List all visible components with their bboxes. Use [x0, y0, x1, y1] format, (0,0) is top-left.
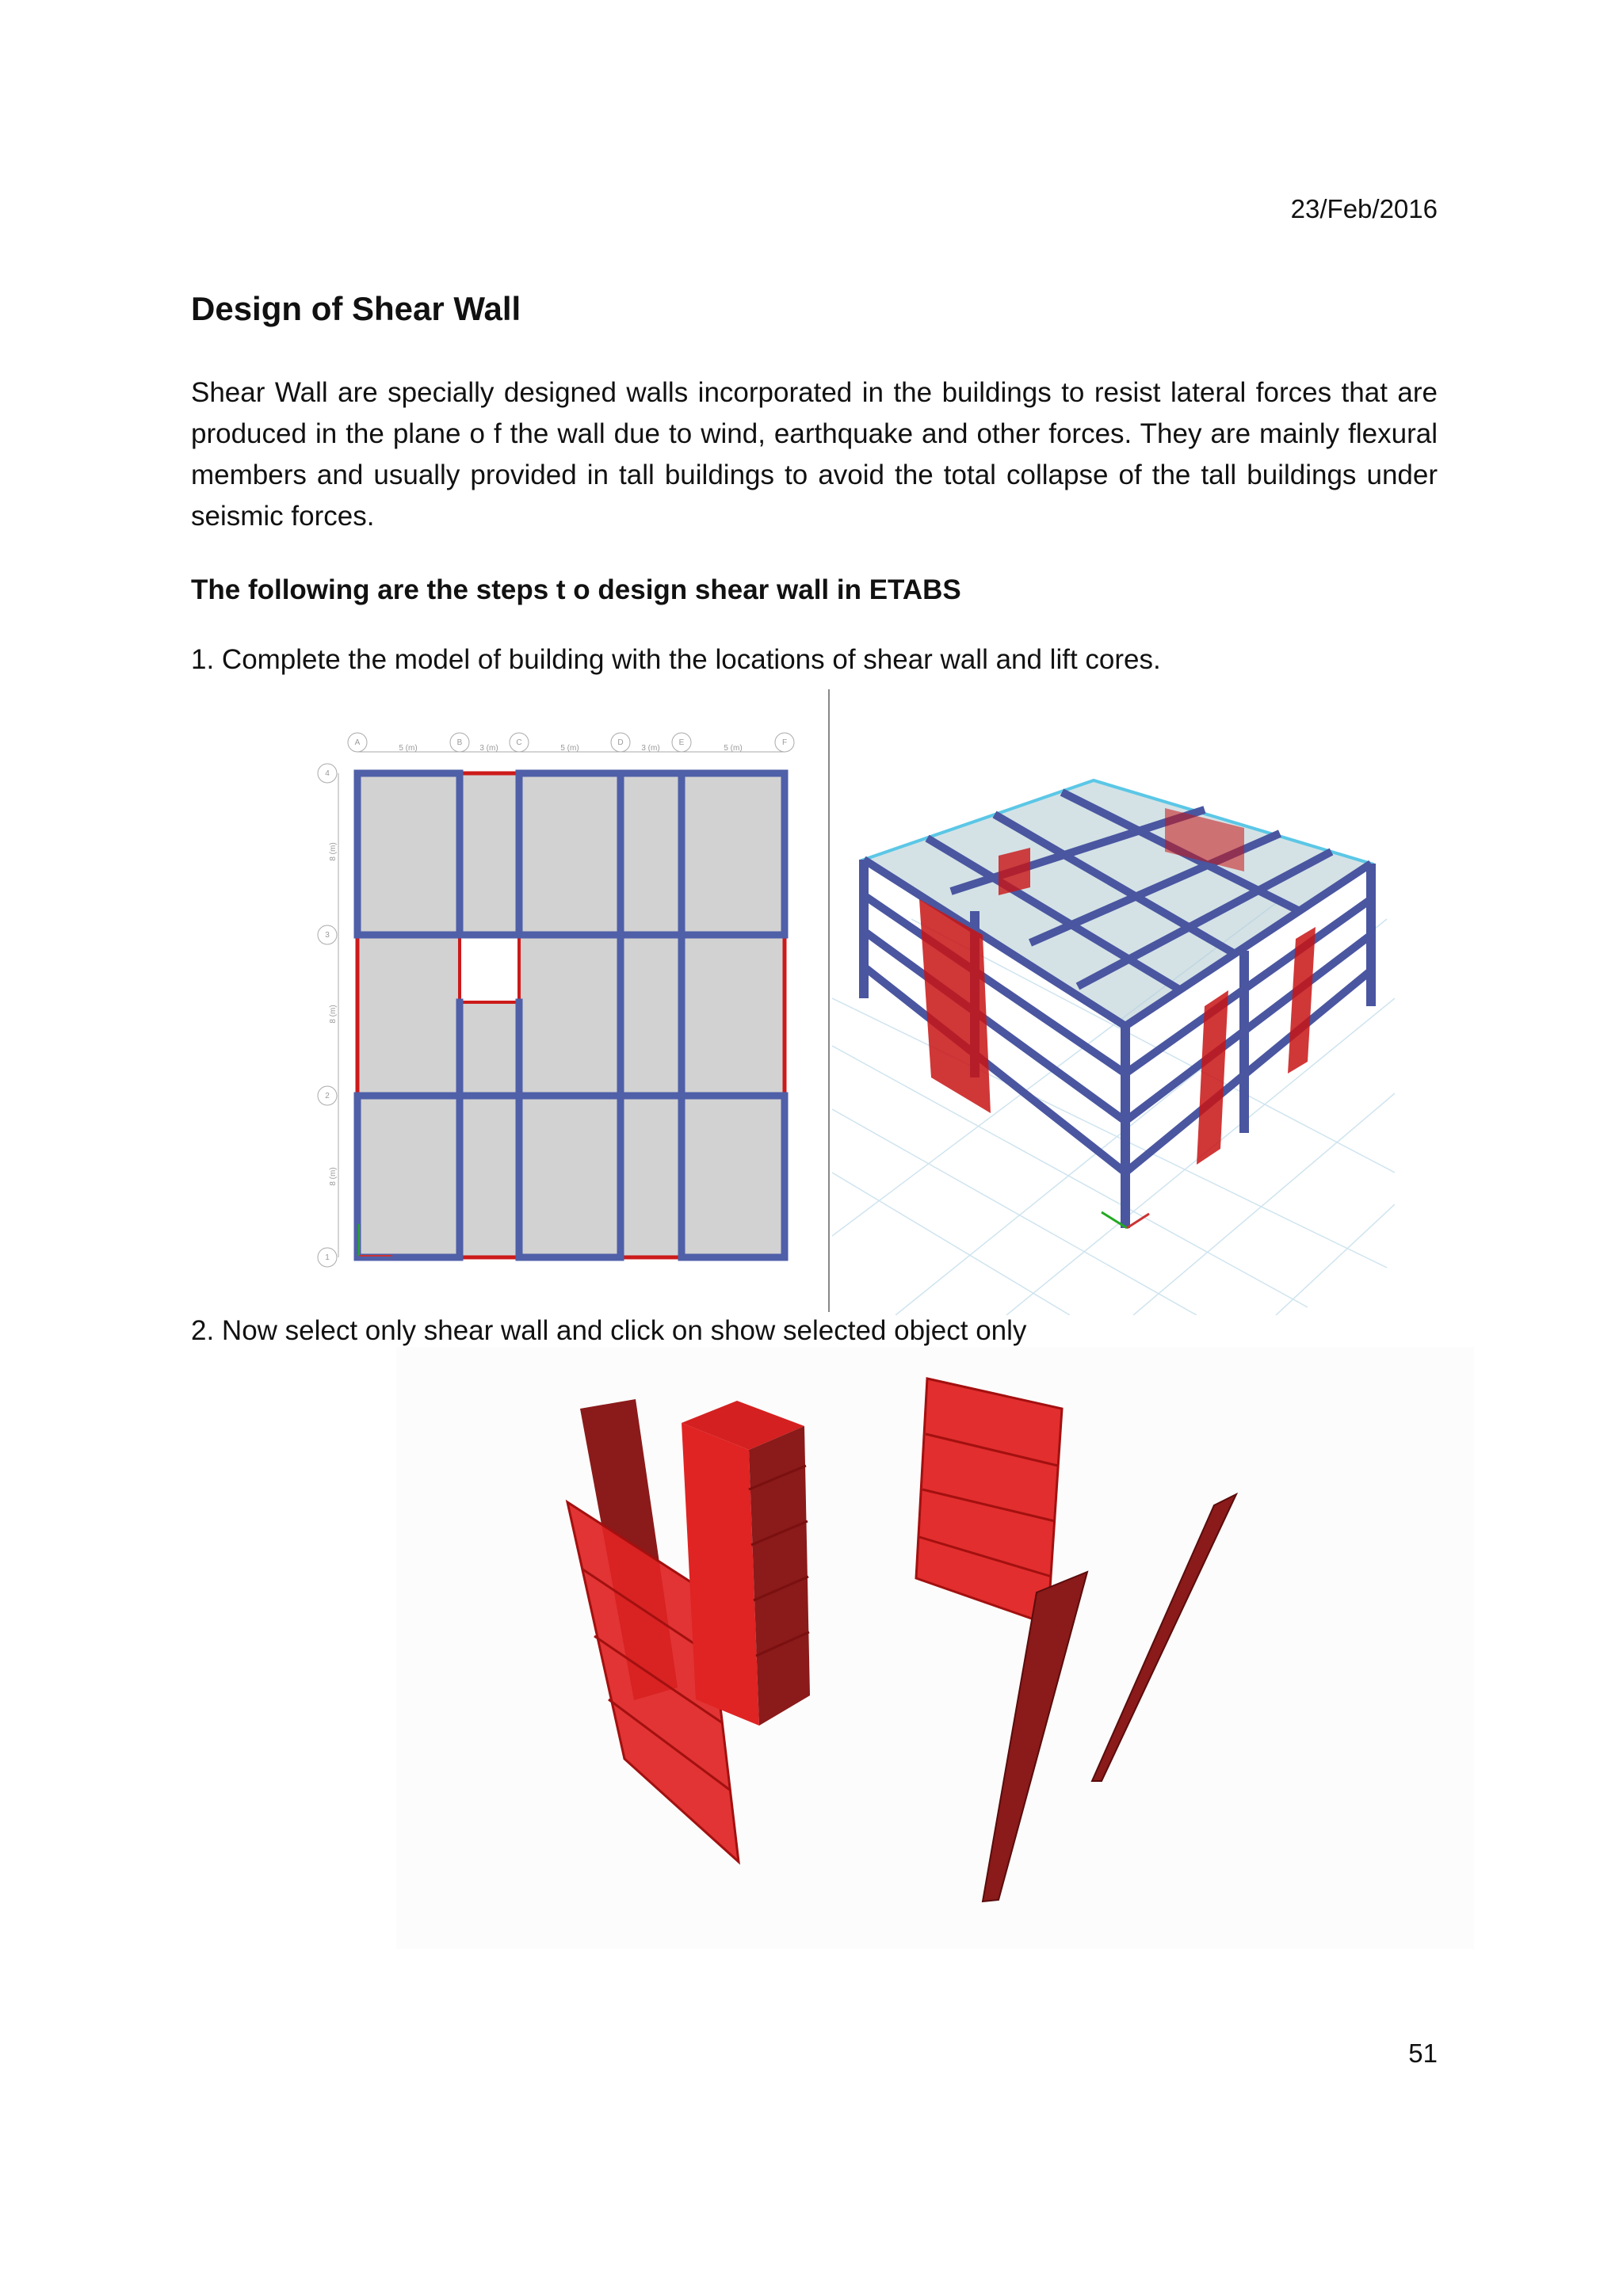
grid-label-F: F [781, 738, 788, 747]
intro-paragraph: Shear Wall are specially designed walls incorporated in the buildings to resist lateral forces that are produced in the plane o f the wall due to wind, earthquake and other forces. They are mainly flexural members and usually provided in tall buildings to avoid the total collapse of the tall buildings under seismic forces. [191, 377, 1438, 532]
steps-subheading: The following are the steps t o design shear wall in ETABS [191, 574, 961, 605]
section-title: Design of Shear Wall [191, 290, 521, 327]
grid-label-D: D [617, 738, 624, 747]
shear-wall-3d-right-2 [1288, 927, 1316, 1074]
grid-label-3: 3 [325, 931, 330, 940]
lift-core-side [749, 1426, 810, 1726]
grid-label-A: A [354, 738, 361, 747]
grid-label-B: B [456, 738, 463, 747]
lift-core-3d [999, 848, 1030, 895]
dim-x-3: 5 (m) [560, 744, 579, 753]
grid-label-C: C [516, 738, 522, 747]
figure-divider [828, 689, 830, 1312]
dim-x-5: 5 (m) [724, 744, 743, 753]
plan-view-figure [313, 717, 820, 1272]
floor-slab [357, 773, 785, 1257]
dim-y-2: 8 (m) [329, 1005, 338, 1024]
step-2-text: 2. Now select only shear wall and click on show selected object only [191, 1315, 1027, 1346]
grid-label-1: 1 [325, 1253, 330, 1262]
dim-x-4: 3 (m) [641, 744, 660, 753]
grid-label-2: 2 [325, 1092, 330, 1100]
page-date: 23/Feb/2016 [1290, 194, 1438, 223]
dim-y-3: 8 (m) [329, 1167, 338, 1186]
3d-model-figure [832, 761, 1395, 1315]
dim-x-2: 3 (m) [479, 744, 498, 753]
grid-label-E: E [678, 738, 685, 747]
grid-label-4: 4 [325, 769, 330, 778]
dim-x-1: 5 (m) [399, 744, 418, 753]
page-number: 51 [1408, 2039, 1438, 2068]
shear-walls-only-figure [396, 1347, 1474, 1949]
lift-core-opening [460, 935, 519, 1002]
dim-y-1: 8 (m) [329, 842, 338, 861]
step-1-text: 1. Complete the model of building with the locations of shear wall and lift cores. [191, 644, 1161, 675]
